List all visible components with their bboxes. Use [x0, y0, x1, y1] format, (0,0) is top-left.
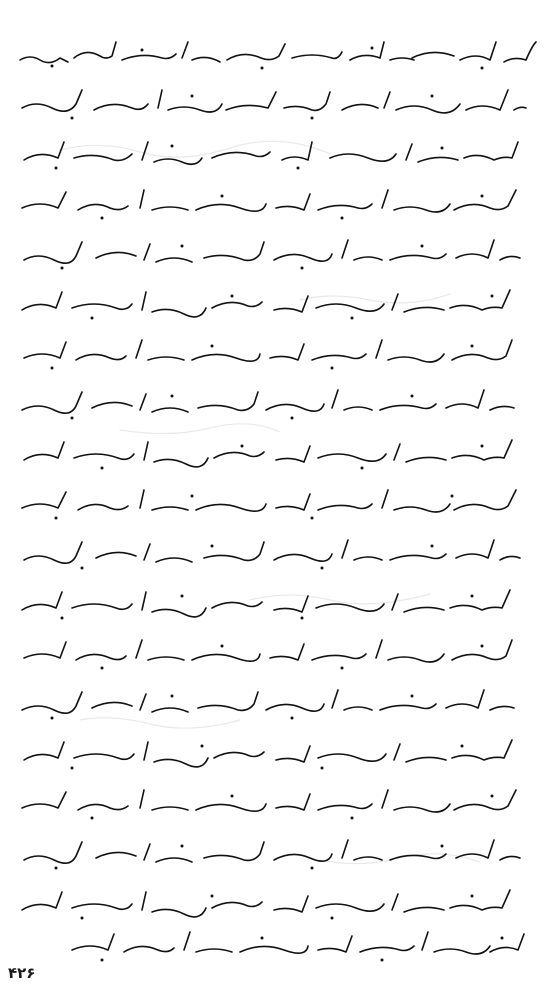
manuscript-line-15: [12, 730, 537, 774]
manuscript-line-7: [12, 330, 537, 374]
manuscript-line-14: [12, 680, 537, 724]
manuscript-line-12: [12, 580, 537, 624]
manuscript-line-2: [12, 80, 537, 124]
manuscript-line-5: [12, 230, 537, 274]
manuscript-line-1: [12, 30, 537, 74]
manuscript-line-11: [12, 530, 537, 574]
manuscript-line-18: [12, 880, 537, 924]
manuscript-line-17: [12, 830, 537, 874]
manuscript-line-16: [12, 780, 537, 824]
manuscript-line-10: [12, 480, 537, 524]
manuscript-line-3: [12, 130, 537, 174]
manuscript-line-19: [12, 922, 537, 966]
manuscript-line-4: [12, 180, 537, 224]
manuscript-line-6: [12, 280, 537, 324]
manuscript-line-8: [12, 380, 537, 424]
page-number: ۴۲۶: [8, 964, 36, 982]
manuscript-line-13: [12, 630, 537, 674]
manuscript-line-9: [12, 430, 537, 474]
